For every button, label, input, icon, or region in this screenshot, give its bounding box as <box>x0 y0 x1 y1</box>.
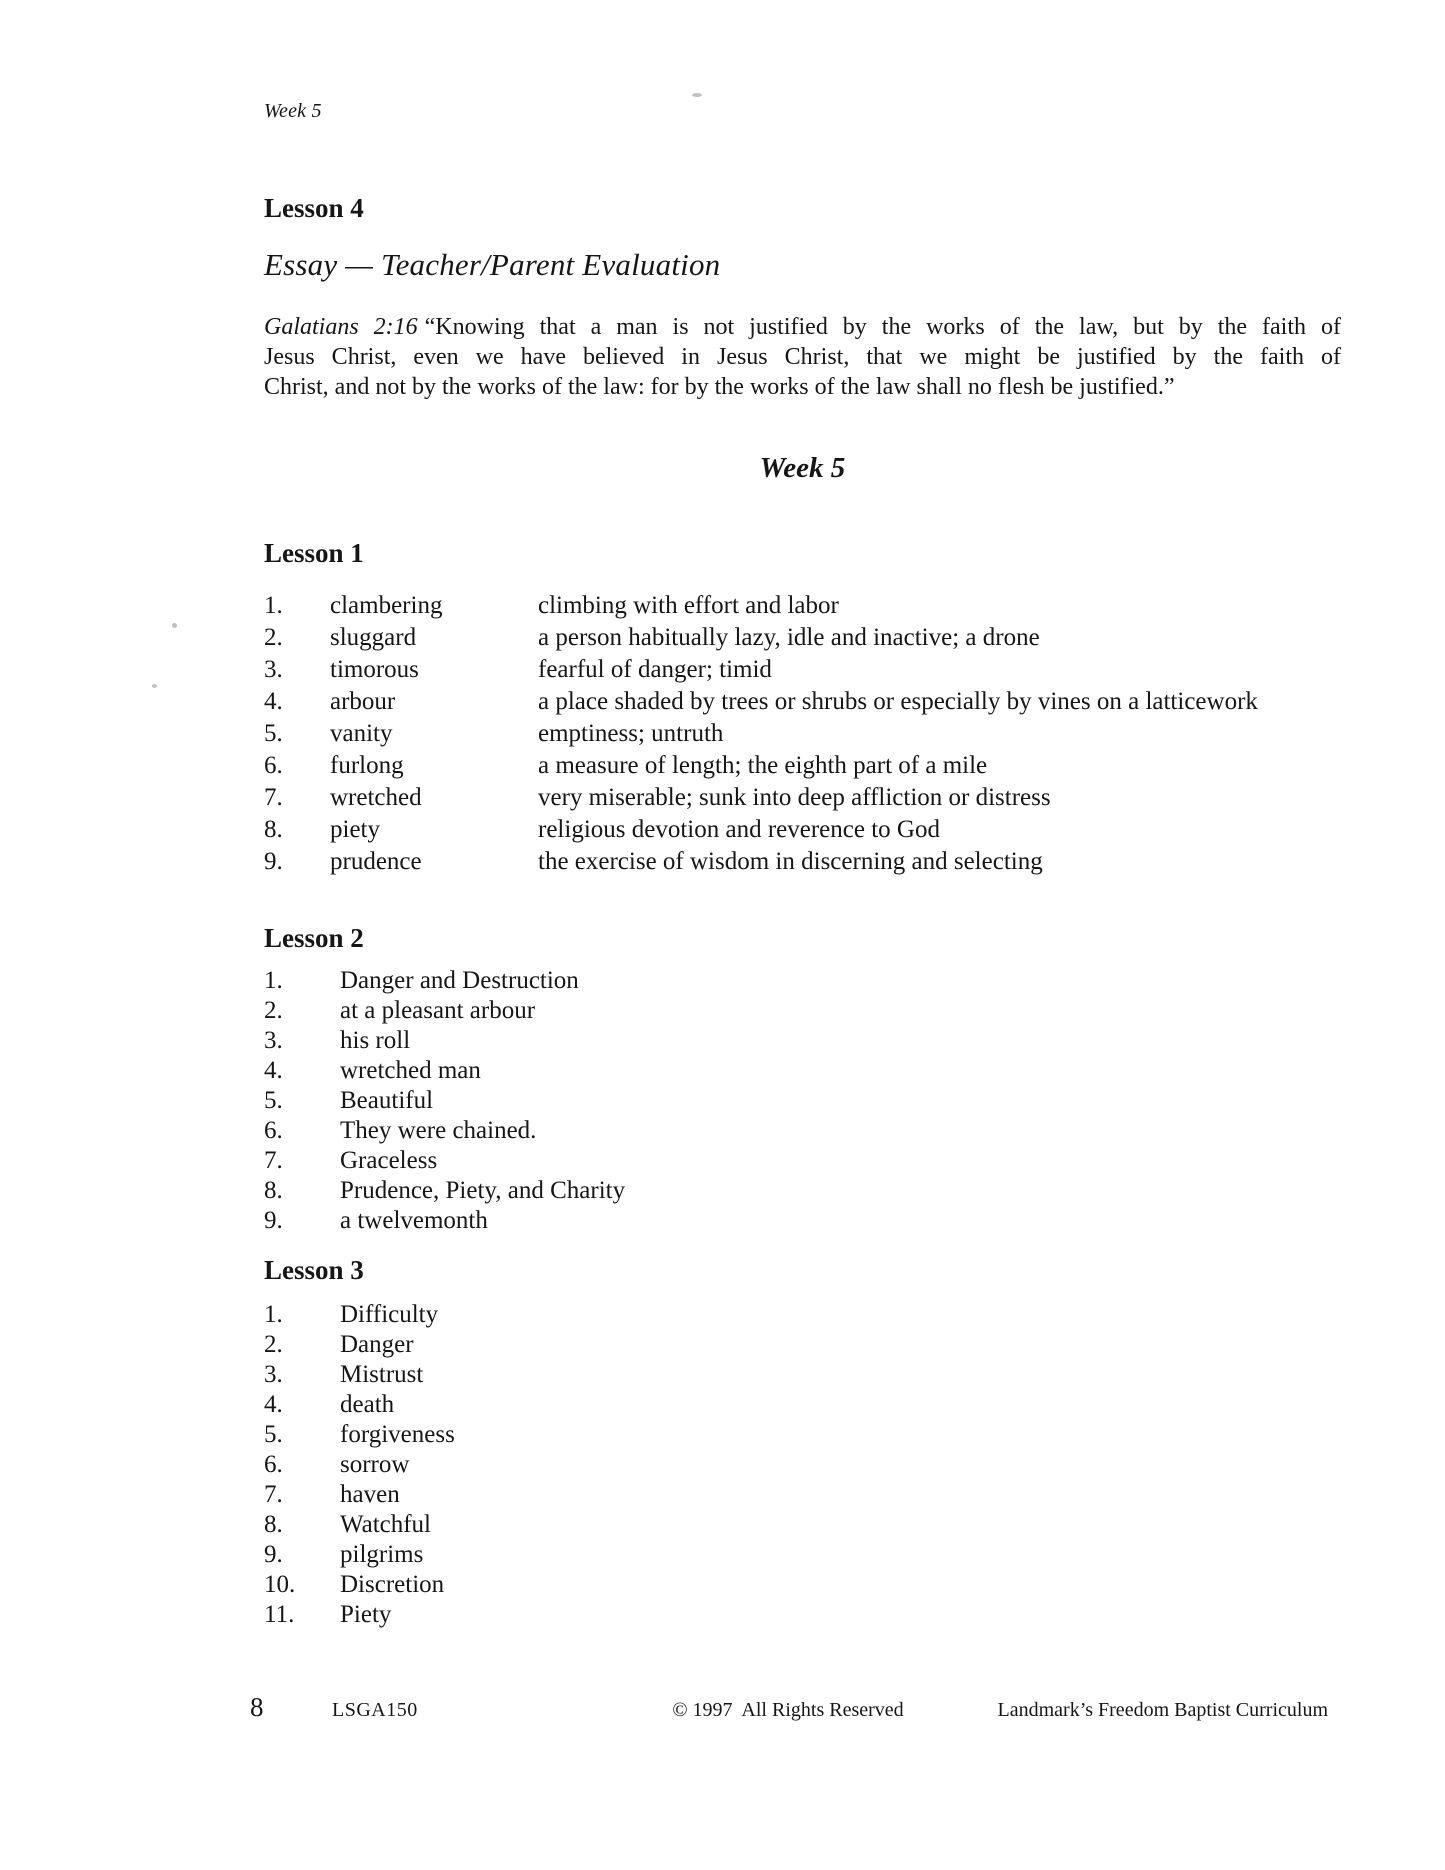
answer-row <box>264 1086 1164 1116</box>
vocab-row <box>264 686 1384 718</box>
answer-number: 3. <box>264 1361 283 1388</box>
vocab-number: 8. <box>264 816 283 843</box>
answer-row <box>264 1360 1164 1390</box>
answer-row <box>264 966 1164 996</box>
answer-text: death <box>340 1391 395 1418</box>
answer-text: Mistrust <box>340 1361 424 1388</box>
answer-text: wretched man <box>340 1057 481 1084</box>
answer-text: They were chained. <box>340 1117 537 1144</box>
answer-number: 5. <box>264 1421 283 1448</box>
lesson-2-heading: Lesson 2 <box>264 923 364 953</box>
footer-course-code: LSGA150 <box>332 1699 418 1721</box>
vocab-definition: the exercise of wisdom in discerning and selecting <box>538 848 1043 875</box>
answer-number: 1. <box>264 1301 283 1328</box>
answer-row <box>264 1300 1164 1330</box>
verse-line: Jesus Christ, even we have believed in Jesus Christ, that we might be justified by the faith of <box>264 344 1341 370</box>
vocab-number: 7. <box>264 784 283 811</box>
answer-row <box>264 1420 1164 1450</box>
vocab-number: 3. <box>264 656 283 683</box>
answer-row <box>264 1510 1164 1540</box>
answer-number: 8. <box>264 1511 283 1538</box>
scripture-verse <box>264 312 1341 402</box>
vocab-definition: very miserable; sunk into deep affliction or distress <box>538 784 1051 811</box>
vocab-definition: emptiness; untruth <box>538 720 724 747</box>
vocab-definition: a person habitually lazy, idle and inactive; a drone <box>538 624 1040 651</box>
answer-row <box>264 1570 1164 1600</box>
lesson-1-heading: Lesson 1 <box>264 538 364 568</box>
vocab-term: wretched <box>330 784 422 811</box>
answer-text: Graceless <box>340 1147 438 1174</box>
vocab-number: 6. <box>264 752 283 779</box>
vocab-row <box>264 590 1384 622</box>
lesson-1-vocabulary-list <box>264 590 1384 878</box>
answer-number: 8. <box>264 1177 283 1204</box>
answer-row <box>264 1480 1164 1510</box>
vocab-term: prudence <box>330 848 422 875</box>
vocab-term: piety <box>330 816 380 843</box>
footer-copyright: © 1997 All Rights Reserved <box>672 1699 904 1721</box>
answer-text: a twelvemonth <box>340 1207 488 1234</box>
vocab-term: sluggard <box>330 624 417 651</box>
week-5-section-heading: Week 5 <box>759 452 846 484</box>
answer-row <box>264 1450 1164 1480</box>
answer-row <box>264 1116 1164 1146</box>
vocab-number: 1. <box>264 592 283 619</box>
vocab-row <box>264 622 1384 654</box>
answer-text: Danger <box>340 1331 414 1358</box>
verse-line: Christ, and not by the works of the law: for by the works of the law shall no flesh be justified.” <box>264 374 1175 400</box>
vocab-definition: climbing with effort and labor <box>538 592 839 619</box>
answer-text: Watchful <box>340 1511 432 1538</box>
answer-number: 6. <box>264 1117 283 1144</box>
vocab-term: furlong <box>330 752 404 779</box>
vocab-term: arbour <box>330 688 396 715</box>
answer-text: Prudence, Piety, and Charity <box>340 1177 626 1204</box>
answer-text: sorrow <box>340 1451 410 1478</box>
answer-number: 4. <box>264 1057 283 1084</box>
answer-row <box>264 1146 1164 1176</box>
answer-text: at a pleasant arbour <box>340 997 536 1024</box>
answer-row <box>264 1600 1164 1630</box>
answer-row <box>264 1540 1164 1570</box>
answer-row <box>264 996 1164 1026</box>
vocab-row <box>264 654 1384 686</box>
verse-text: “Knowing that a man is not justified by the works of the law, but by the faith of <box>424 314 1341 340</box>
lesson-2-answer-list <box>264 966 1164 1236</box>
vocab-row <box>264 814 1384 846</box>
answer-text: forgiveness <box>340 1421 455 1448</box>
footer-page-number: 8 <box>250 1692 264 1722</box>
answer-text: Discretion <box>340 1571 445 1598</box>
vocab-number: 9. <box>264 848 283 875</box>
answer-row <box>264 1390 1164 1420</box>
answer-number: 10. <box>264 1571 296 1598</box>
answer-text: haven <box>340 1481 400 1508</box>
scan-speck <box>152 684 157 688</box>
running-header-week-label: Week 5 <box>264 100 322 122</box>
vocab-row <box>264 782 1384 814</box>
vocab-row <box>264 750 1384 782</box>
vocab-number: 5. <box>264 720 283 747</box>
answer-number: 3. <box>264 1027 283 1054</box>
vocab-number: 4. <box>264 688 283 715</box>
vocab-term: vanity <box>330 720 393 747</box>
vocab-term: clambering <box>330 592 443 619</box>
lesson-3-heading: Lesson 3 <box>264 1255 364 1285</box>
answer-number: 2. <box>264 997 283 1024</box>
answer-row <box>264 1056 1164 1086</box>
scan-speck <box>692 93 702 97</box>
vocab-definition: religious devotion and reverence to God <box>538 816 940 843</box>
answer-text: Difficulty <box>340 1301 439 1328</box>
answer-text: Danger and Destruction <box>340 967 579 994</box>
vocab-row <box>264 718 1384 750</box>
answer-text: his roll <box>340 1027 411 1054</box>
answer-text: Beautiful <box>340 1087 434 1114</box>
answer-number: 4. <box>264 1391 283 1418</box>
lesson-3-answer-list <box>264 1300 1164 1630</box>
answer-number: 5. <box>264 1087 283 1114</box>
answer-row <box>264 1176 1164 1206</box>
answer-number: 9. <box>264 1207 283 1234</box>
footer-publisher: Landmark’s Freedom Baptist Curriculum <box>997 1699 1328 1721</box>
vocab-number: 2. <box>264 624 283 651</box>
lesson-4-heading: Lesson 4 <box>264 193 364 223</box>
answer-text: pilgrims <box>340 1541 424 1568</box>
answer-text: Piety <box>340 1601 392 1628</box>
scan-speck <box>172 623 177 628</box>
answer-number: 7. <box>264 1481 283 1508</box>
answer-number: 11. <box>264 1601 295 1628</box>
answer-number: 6. <box>264 1451 283 1478</box>
answer-row <box>264 1026 1164 1056</box>
essay-evaluation-title: Essay — Teacher/Parent Evaluation <box>264 247 721 282</box>
vocab-term: timorous <box>330 656 419 683</box>
vocab-definition: a place shaded by trees or shrubs or especially by vines on a latticework <box>538 688 1258 715</box>
answer-number: 2. <box>264 1331 283 1358</box>
answer-row <box>264 1206 1164 1236</box>
verse-line <box>264 312 1341 342</box>
answer-number: 7. <box>264 1147 283 1174</box>
answer-row <box>264 1330 1164 1360</box>
answer-number: 1. <box>264 967 283 994</box>
vocab-row <box>264 846 1384 878</box>
vocab-definition: fearful of danger; timid <box>538 656 772 683</box>
answer-number: 9. <box>264 1541 283 1568</box>
vocab-definition: a measure of length; the eighth part of a mile <box>538 752 988 779</box>
verse-reference: Galatians 2:16 <box>264 314 418 340</box>
